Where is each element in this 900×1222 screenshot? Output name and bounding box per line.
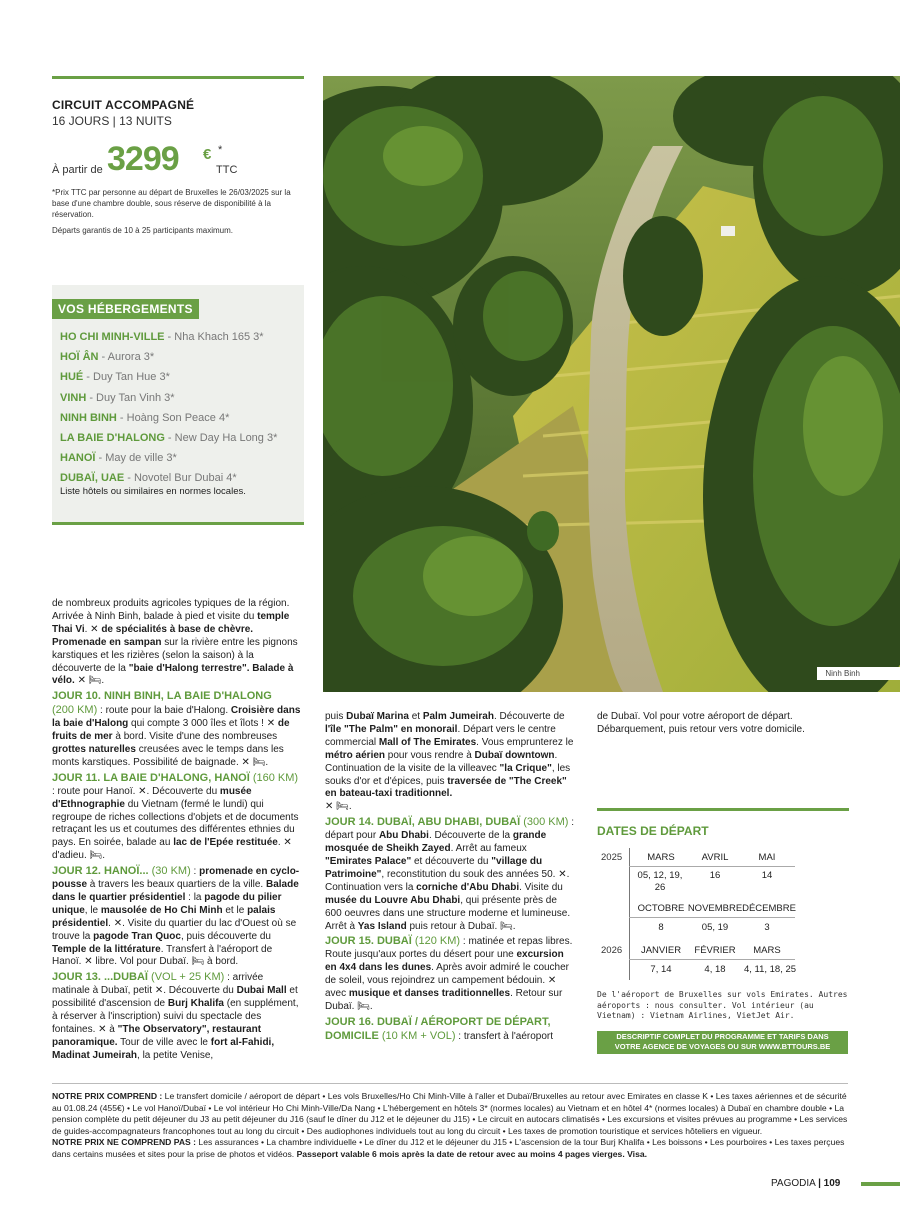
- text-run: . Découverte de la: [428, 830, 513, 842]
- dates-days: 4, 11, 18, 25: [743, 964, 797, 975]
- text-bold: "village du Patrimoine": [325, 855, 543, 880]
- passport-note: Passeport valable 6 mois après la date de retour avec au moins 4 pages vierges. Visa.: [296, 1148, 648, 1159]
- dates-month: FÉVRIER: [694, 945, 736, 956]
- hebergements-panel: [52, 285, 304, 525]
- day-12: [52, 865, 302, 969]
- dates-days: 8: [658, 922, 664, 933]
- dates-title: DATES DE DÉPART: [597, 824, 709, 838]
- ne-comprend-label: NOTRE PRIX NE COMPREND PAS :: [52, 1137, 197, 1148]
- hebergement-hotel: - New Day Ha Long 3*: [164, 432, 278, 445]
- day-heading: [52, 865, 191, 877]
- text-run: , reconstitution du souk des années 50. ✕. Continuation vers la: [325, 868, 570, 893]
- text-run: puis: [325, 711, 347, 722]
- day-distance: (VOL + 25 KM): [151, 971, 225, 984]
- hebergement-hotel: - Hoàng Son Peace 4*: [116, 411, 230, 424]
- text-bold: Dubai Mall: [236, 985, 287, 997]
- dates-month: JANVIER: [640, 945, 682, 956]
- price-block: [52, 140, 302, 184]
- text-run: : route pour Hanoï. ✕. Découverte du: [52, 785, 220, 797]
- dates-days: 3: [764, 922, 770, 933]
- dates-month: MARS: [753, 945, 781, 956]
- text-run: puis retour à Dubaï. 🛏.: [406, 920, 516, 932]
- footer-separator: |: [818, 1178, 821, 1189]
- text-run: . Départ vers le centre commercial: [325, 723, 556, 748]
- day-distance: (10 KM + VOL): [381, 1029, 456, 1042]
- text-run: de nombreux produits agricoles typiques de la région. Arrivée à Ninh Binh, balade à pied et visite du: [52, 598, 290, 622]
- departs-note: Départs garantis de 10 à 25 participants maximum.: [52, 226, 233, 235]
- itinerary-column-3: [597, 711, 847, 739]
- itinerary-column-2: [325, 711, 575, 1046]
- text-run: . Vous emprunterez le: [476, 736, 574, 748]
- text-bold: lac de l'Epée restituée: [173, 837, 278, 849]
- hebergement-item: [60, 428, 277, 448]
- price-asterisk: *: [218, 144, 223, 156]
- hebergement-city: HO CHI MINH-VILLE: [60, 331, 165, 343]
- text-bold: "la Crique": [499, 762, 552, 774]
- text-run: . ✕ d'adieu. 🛏.: [52, 837, 292, 862]
- text-run: à bord. Visite d'une des nombreuses: [112, 731, 278, 743]
- text-bold: Temple de la littérature: [52, 943, 161, 955]
- day-16: [325, 1016, 575, 1044]
- table-divider: [629, 866, 795, 867]
- text-bold: "The Observatory", restaurant panoramique.: [52, 1024, 262, 1048]
- price-prefix: À partir de: [52, 164, 103, 176]
- text-run: , le: [84, 904, 101, 916]
- table-divider: [629, 959, 795, 960]
- brand-name: PAGODIA: [771, 1178, 816, 1189]
- hebergement-item: [60, 367, 277, 387]
- dates-month: AVRIL: [701, 852, 729, 863]
- text-run: (en supplément, à réserver à l'inscription) suivi du spectacle des fontaines. ✕ à: [52, 998, 299, 1035]
- hebergement-city: LA BAIE D'HALONG: [60, 432, 165, 445]
- text-run: pour vous rendre à: [385, 749, 475, 761]
- photo-caption: Ninh Binh: [817, 667, 900, 680]
- text-run: qui compte 3 000 îles et îlots ! ✕: [128, 718, 278, 730]
- hebergements-list: [60, 327, 277, 489]
- text-run: : matinée et repas libres. Route jusqu'aux portes du désert pour une: [325, 936, 573, 961]
- text-run: du Vietnam (fermé le lundi) qui regroupe de riches collections d'objets et de documents retraçant les us et coutumes des différentes ethnies du pays. En soirée, balade au: [52, 798, 299, 849]
- text-bold: Croisière dans la baie d'Halong: [52, 705, 301, 730]
- footer-accent-bar: [861, 1182, 900, 1186]
- hebergement-city: VINH: [60, 391, 87, 404]
- dates-days: 05, 12, 19, 26: [637, 870, 683, 893]
- text-bold: Dubaï Marina: [346, 711, 409, 722]
- hebergement-item: [60, 347, 277, 367]
- day-title: JOUR 11. LA BAIE D'HALONG, HANOÏ: [52, 771, 250, 784]
- text-run: . Visite du: [519, 881, 563, 893]
- text-bold: Palm Jumeirah: [422, 711, 494, 722]
- text-bold: Balade dans le quartier présidentiel: [52, 879, 299, 903]
- text-run: : route pour la baie d'Halong.: [97, 705, 231, 717]
- text-run: . Arrêt au fameux: [450, 843, 527, 855]
- text-bold: Burj Khalifa: [167, 998, 224, 1010]
- text-bold: fort al-Fahidi, Madinat Jumeirah: [52, 1036, 275, 1061]
- dates-days: 05, 19: [701, 922, 729, 933]
- text-run: , qui présente près de 600 oeuvres dans une structure moderne et lumineuse. Arrêt à: [325, 894, 571, 932]
- hebergement-item: [60, 448, 277, 468]
- dates-month: DÉCEMBRE: [742, 903, 796, 914]
- dates-year: 2025: [601, 852, 623, 863]
- hebergement-hotel: - Duy Tan Vinh 3*: [86, 391, 175, 404]
- top-divider: [52, 76, 304, 79]
- page-number: 109: [823, 1178, 841, 1189]
- day-heading: [52, 772, 298, 784]
- text-run: Tour de ville avec le: [117, 1036, 211, 1048]
- price-suffix: TTC: [216, 164, 238, 176]
- hebergement-hotel: - Novotel Bur Dubai 4*: [124, 472, 237, 485]
- text-bold: pagode du pilier unique: [52, 891, 282, 916]
- dates-month: MARS: [647, 852, 675, 863]
- text-bold: musée du Louvre Abu Dhabi: [325, 894, 461, 906]
- text-run: creusées avec le temps dans les monts karstiques. Possibilité de baignade. ✕ 🛏.: [52, 743, 284, 768]
- comprend-label: NOTRE PRIX COMPREND :: [52, 1091, 163, 1101]
- text-run: ✕ 🛏.: [74, 675, 105, 687]
- text-run: . Après avoir admiré le coucher de soleil, vous rejoindrez un campement bédouin. ✕ avec: [325, 962, 570, 1000]
- text-run: . Retour sur Dubaï. 🛏.: [325, 988, 563, 1012]
- circuit-duration: 16 JOURS | 13 NUITS: [52, 114, 172, 128]
- dates-days: 16: [709, 870, 721, 881]
- itinerary-intro: [52, 598, 302, 688]
- text-bold: grottes naturelles: [52, 743, 136, 755]
- dates-month: MAI: [758, 852, 776, 863]
- hebergement-city: HUÉ: [60, 371, 84, 384]
- landscape-photo: [323, 76, 900, 692]
- comprend-text: Le transfert domicile / aéroport de départ • Les vols Bruxelles/Ho Chi Minh-Ville à l'aller et Dubaï/Bruxelles au retour avec Emirates en classe K • Les taxes aériennes et de sécurité au 01.08.24 (455€) • Le vol Hanoï/Dubaï • Le vol intérieur Ho Chi Minh-Ville/Da Nang • L'hébergement en hôtels 3* (normes locales) au Vietnam et en hôtel 4* (normes locales) à Dubaï en chambre double • La pension complète du petit déjeuner du J3 au petit déjeuner du J16 (sauf le dîner du J12 et le déjeuner du J15) • Le circuit en autocars climatisés • Les excursions et visites prévues au programme • Les services de guides-accompagnateurs francophones tout au long du circuit • Des audiophones individuels tout au long du circuit • Les taxes de promotion touristique et services hôteliers en vigueur.: [52, 1091, 848, 1136]
- text-bold: Dubaï downtown: [474, 749, 555, 761]
- text-run: et: [408, 711, 423, 722]
- hebergement-city: DUBAÏ, UAE: [60, 472, 125, 485]
- prices-divider: [52, 1083, 848, 1084]
- promo-banner[interactable]: [597, 1031, 848, 1054]
- hebergement-hotel: - May de ville 3*: [95, 452, 177, 465]
- day-15: [325, 935, 575, 1013]
- text-run: et découverte du: [411, 855, 492, 867]
- text-run: :: [190, 866, 200, 878]
- text-run: . ✕: [84, 623, 102, 635]
- text-bold: l'île "The Palm" en monorail: [325, 723, 458, 735]
- text-bold: excursion en 4x4 dans les dunes: [325, 949, 564, 974]
- text-bold: pagode Tran Quoc: [93, 930, 181, 942]
- hebergement-city: HOÏ ÂN: [60, 351, 99, 364]
- text-run: : transfert à l'aéroport: [455, 1030, 554, 1042]
- hebergement-hotel: - Aurora 3*: [98, 351, 155, 364]
- hebergement-hotel: - Duy Tan Hue 3*: [83, 371, 170, 384]
- table-divider: [629, 917, 795, 918]
- day-distance: (300 KM): [523, 816, 569, 829]
- price-note: *Prix TTC par personne au départ de Bruxelles le 26/03/2025 sur la base d'une chambre double, sous réserve de disponibilité à la réservation.: [52, 188, 291, 219]
- day-heading: [52, 971, 224, 983]
- text-bold: temple Thai Vi: [52, 610, 290, 635]
- text-bold: promenade en cyclo-pousse: [52, 866, 300, 891]
- promo-line: DESCRIPTIF COMPLET DU PROGRAMME ET TARIFS DANS: [616, 1032, 829, 1041]
- text-bold: métro aérien: [325, 749, 386, 761]
- circuit-title: CIRCUIT ACCOMPAGNÉ: [52, 98, 195, 112]
- day-10: [52, 690, 302, 769]
- ninh-binh-illustration: [323, 76, 900, 692]
- dates-month: OCTOBRE: [637, 903, 685, 914]
- text-bold: mausolée de Ho Chi Minh: [100, 904, 223, 916]
- day-title: JOUR 13. ...DUBAÏ: [52, 971, 148, 984]
- text-bold: "Emirates Palace": [325, 855, 412, 867]
- ne-comprend-text: Les assurances • La chambre individuelle • Le dîner du J12 et le déjeuner du J15 • L'ascension de la tour Burj Khalifa • Les boissons • Les pourboires • Les taxes perçues dans certains musées et sites pour la prise de photos et vidéos.: [52, 1137, 845, 1159]
- text-bold: "baie d'Halong terrestre". Balade à vélo.: [52, 662, 294, 687]
- day-distance: (30 KM): [151, 865, 191, 878]
- dates-days: 4, 18: [704, 964, 726, 975]
- day-13-continued: [325, 711, 575, 814]
- text-bold: corniche d'Abu Dhabi: [416, 881, 520, 893]
- dates-days: 14: [761, 870, 773, 881]
- text-bold: grande mosquée de Sheikh Zayed: [325, 830, 547, 855]
- day-title: JOUR 16. DUBAÏ / AÉROPORT DE DÉPART, DOMICILE: [325, 1015, 551, 1042]
- day-13: [52, 971, 302, 1062]
- day-16-continued: de Dubaï. Vol pour votre aéroport de départ. Débarquement, puis retour vers votre domicile.: [597, 711, 805, 735]
- day-title: JOUR 15. DUBAÏ: [325, 935, 412, 948]
- text-bold: musée d'Ethnographie: [52, 785, 252, 810]
- day-heading: [325, 816, 568, 828]
- day-title: JOUR 12. HANOÏ...: [52, 865, 149, 878]
- day-11: [52, 772, 302, 863]
- day-heading: [325, 935, 460, 947]
- text-bold: musique et danses traditionnelles: [348, 988, 511, 1000]
- hebergement-city: HANOÏ: [60, 452, 96, 465]
- text-bold: palais présidentiel: [52, 904, 276, 929]
- text-run: . ✕. Visite du quartier du lac d'Ouest où se trouve la: [52, 917, 297, 942]
- text-run: ✕ 🛏.: [325, 801, 352, 813]
- dates-days: 7, 14: [650, 964, 672, 975]
- text-run: . Continuation de la visite de la villeavec: [325, 749, 558, 774]
- price-value: 3299: [107, 140, 179, 178]
- text-run: . Découverte de: [493, 711, 565, 722]
- price-conditions: [52, 1091, 850, 1161]
- text-bold: de spécialités à base de chèvre. Promenade en sampan: [52, 623, 254, 648]
- price-currency: €: [203, 146, 212, 163]
- page-footer: [771, 1178, 840, 1189]
- dates-divider: [597, 808, 849, 811]
- dates-table: [597, 848, 849, 980]
- hebergement-item: [60, 327, 277, 347]
- text-run: , puis découverte du: [180, 930, 271, 942]
- text-run: sur la rivière entre les pignons karstiques et les rizières (selon la saison) à la découverte de la: [52, 636, 298, 674]
- dates-year: 2026: [601, 945, 623, 956]
- text-bold: traversée de "The Creek" en bateau-taxi traditionnel.: [325, 775, 567, 800]
- hebergement-hotel: - Nha Khach 165 3*: [164, 331, 264, 343]
- hebergement-city: NINH BINH: [60, 411, 117, 424]
- text-run: , la petite Venise,: [137, 1049, 214, 1061]
- text-bold: de fruits de mer: [52, 718, 290, 743]
- text-run: . Transfert à l'aéroport de Hanoï. ✕ libre. Vol pour Dubaï. 🛏 à bord.: [52, 943, 273, 968]
- text-bold: Mall of The Emirates: [378, 736, 477, 748]
- promo-line: VOTRE AGENCE DE VOYAGES OU SUR WWW.BTTOURS.BE: [614, 1042, 831, 1051]
- day-title: JOUR 10. NINH BINH, LA BAIE D'HALONG: [52, 690, 272, 703]
- itinerary-column-1: [52, 598, 302, 1065]
- text-run: : la: [185, 891, 205, 903]
- text-run: , les souks d'or et d'épices, puis: [325, 762, 571, 787]
- hebergements-title: VOS HÉBERGEMENTS: [52, 299, 199, 319]
- dates-note: De l'aéroport de Bruxelles sur vols Emirates. Autres aéroports : nous consulter. Vol intérieur (au Vietnam) : Vietnam Airlines, VietJet Air.: [597, 990, 848, 1020]
- text-run: : arrivée matinale à Dubaï, petit ✕. Découverte du: [52, 972, 264, 997]
- table-divider: [629, 848, 630, 980]
- hebergement-item: [60, 388, 277, 408]
- day-distance: (200 KM): [52, 704, 98, 717]
- text-bold: Abu Dhabi: [378, 830, 429, 842]
- text-run: et possibilité d'ascension de: [52, 985, 298, 1010]
- day-distance: (120 KM): [414, 935, 461, 948]
- text-run: à travers les beaux quartiers de la ville.: [87, 879, 266, 891]
- text-run: et le: [222, 904, 248, 916]
- hebergement-item: [60, 408, 277, 428]
- day-distance: (160 KM): [252, 771, 299, 784]
- day-14: [325, 816, 575, 933]
- dates-month: NOVEMBRE: [687, 903, 743, 914]
- text-run: : départ pour: [325, 817, 575, 842]
- day-title: JOUR 14. DUBAÏ, ABU DHABI, DUBAÏ: [325, 816, 521, 829]
- text-bold: Yas Island: [357, 920, 407, 932]
- hebergements-note: Liste hôtels ou similaires en normes locales.: [60, 486, 246, 497]
